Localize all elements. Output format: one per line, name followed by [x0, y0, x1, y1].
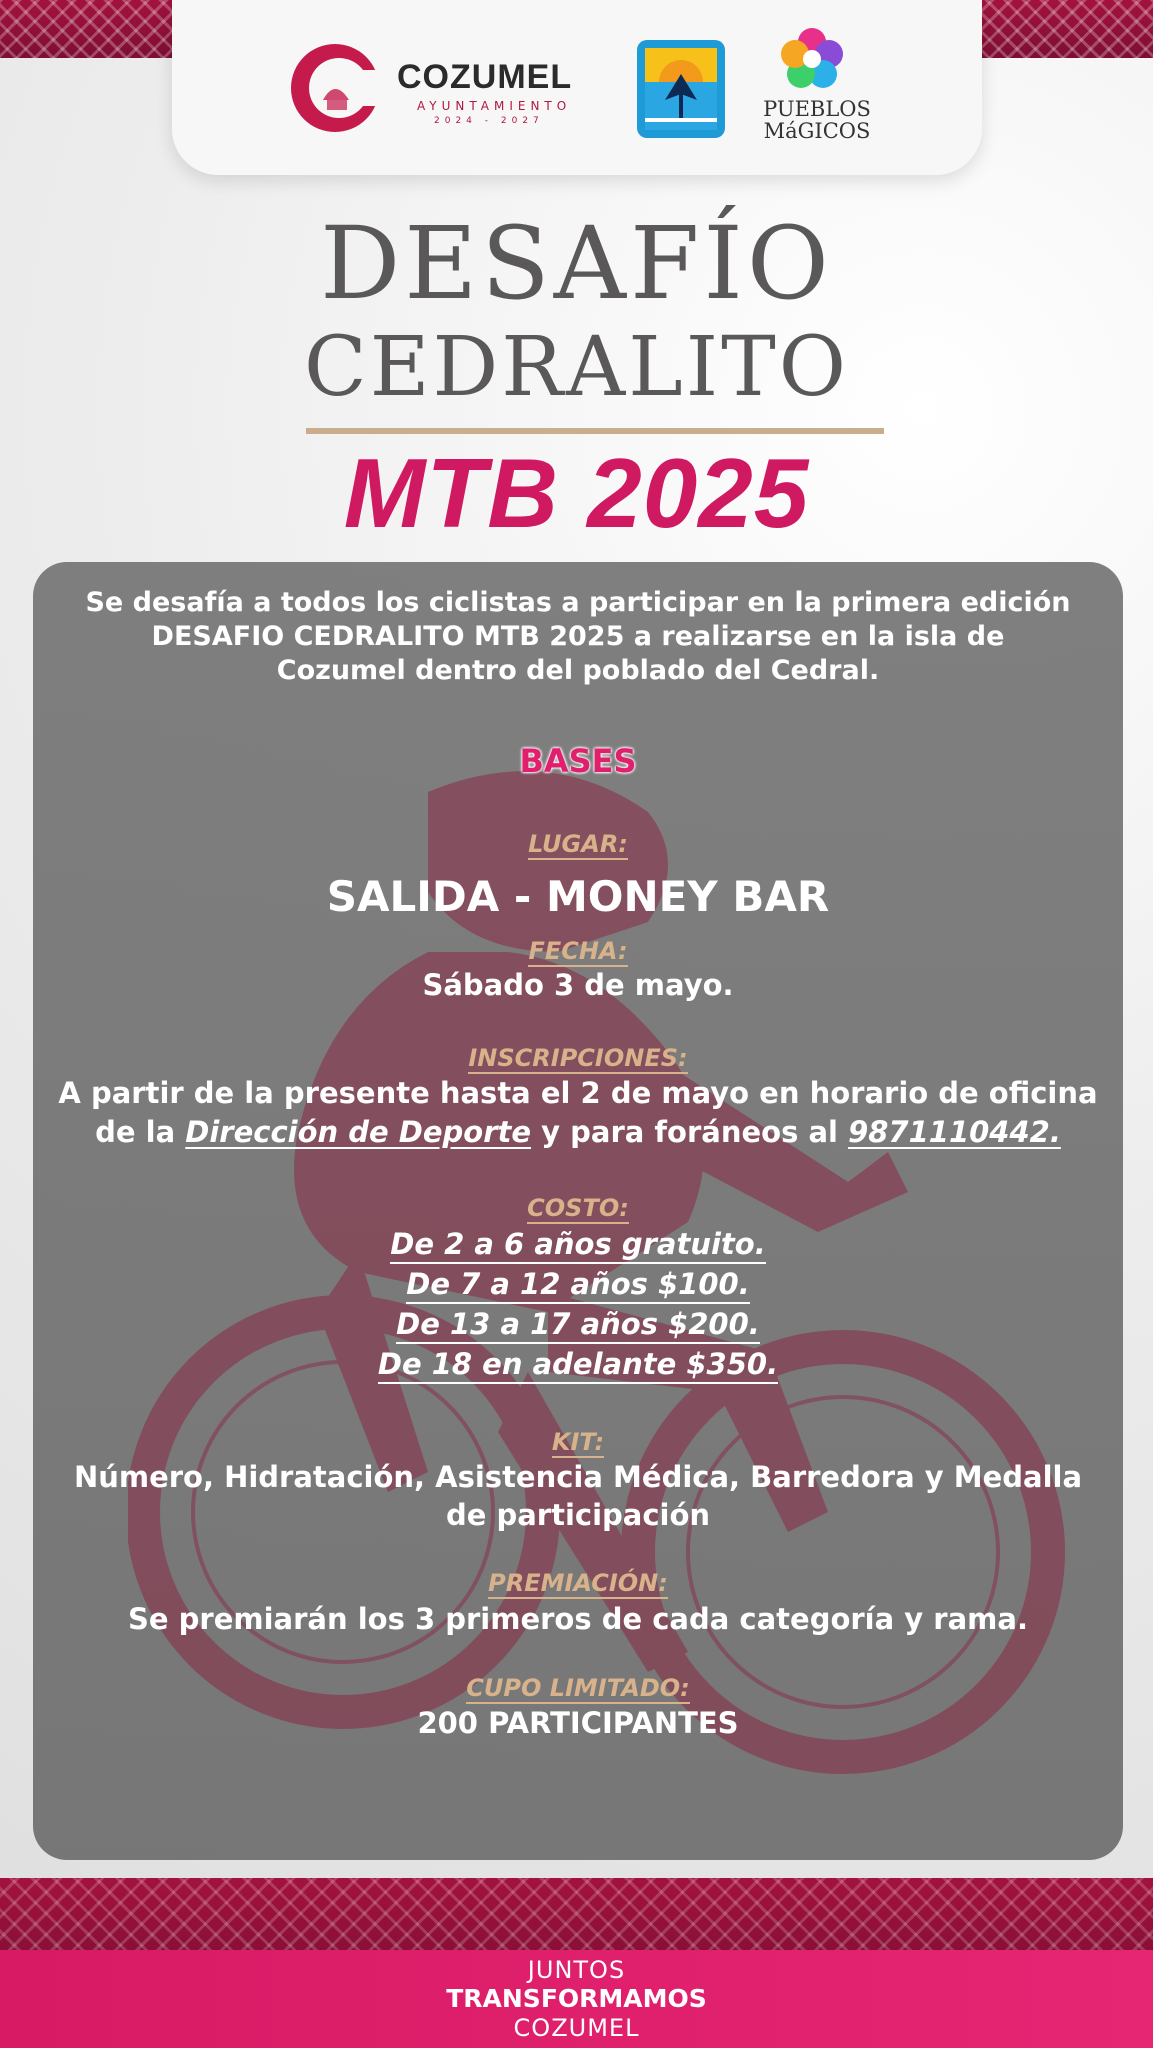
logo-header [172, 0, 982, 175]
premiacion-label-row [33, 1569, 1123, 1599]
costo-item-text: De 18 en adelante $350. [378, 1346, 778, 1384]
inscripciones-line-2-c: y para foráneos al [541, 1115, 838, 1149]
costo-item [33, 1226, 1123, 1264]
costo-item-text: De 2 a 6 años gratuito. [390, 1226, 765, 1264]
costo-item [33, 1346, 1123, 1384]
pueblos-line: PUEBLOS [763, 97, 871, 121]
footer-slogan [0, 1950, 1153, 2048]
premiacion-value: Se premiarán los 3 primeros de cada categoría y rama. [128, 1602, 1028, 1636]
costo-label-row [33, 1194, 1123, 1224]
intro-line-2: DESAFIO CEDRALITO MTB 2025 a realizarse en la isla de [151, 621, 1005, 652]
pueblos-magicos-flower-icon [777, 24, 847, 94]
top-pattern-band-right [973, 0, 1153, 58]
kit-label: KIT: [551, 1428, 605, 1456]
inscripciones-label-row [33, 1044, 1123, 1074]
inscripciones-line-1: A partir de la presente hasta el 2 de mayo en horario de oficina [58, 1076, 1098, 1110]
footer-line-3: COZUMEL [513, 2014, 640, 2042]
fecha-value: Sábado 3 de mayo. [422, 968, 734, 1002]
intro-line-1: Se desafía a todos los ciclistas a participar en la primera edición [85, 587, 1071, 618]
costo-item [33, 1306, 1123, 1344]
pueblos-magicos-text [762, 98, 872, 142]
title-mtb-2025: MTB 2025 [343, 438, 810, 548]
quintana-roo-shield-icon [635, 38, 727, 140]
ayuntamiento-label: AYUNTAMIENTO [417, 99, 572, 113]
costo-label: COSTO: [527, 1194, 629, 1222]
cozumel-logo-icon [287, 40, 383, 136]
lugar-label-row [33, 830, 1123, 860]
phone-number: 9871110442. [848, 1115, 1061, 1149]
inscripciones-label: INSCRIPCIONES: [468, 1044, 688, 1072]
kit-label-row [33, 1428, 1123, 1458]
fecha-label: FECHA: [528, 937, 628, 965]
fecha-label-row [33, 937, 1123, 967]
intro-line-3: Cozumel dentro del poblado del Cedral. [276, 655, 880, 686]
info-panel [33, 562, 1123, 1860]
costo-item-text: De 7 a 12 años $100. [406, 1266, 749, 1304]
footer-line-2: TRANSFORMAMOS [446, 1984, 707, 2013]
kit-line-1: Número, Hidratación, Asistencia Médica, Barredora y Medalla [73, 1460, 1083, 1494]
inscripciones-line-2-a: de la [95, 1115, 176, 1149]
direccion-deporte-link: Dirección de Deporte [185, 1115, 532, 1149]
costo-item-text: De 13 a 17 años $200. [396, 1306, 760, 1344]
cupo-label-row [33, 1674, 1123, 1704]
bases-title: BASES [519, 742, 637, 780]
title-cedralito: CEDRALITO [303, 320, 850, 415]
lugar-label: LUGAR: [528, 830, 628, 858]
cozumel-name: COZUMEL [397, 58, 573, 96]
costo-item [33, 1266, 1123, 1304]
cupo-value: 200 PARTICIPANTES [417, 1706, 739, 1740]
kit-line-2: de participación [445, 1498, 711, 1532]
top-pattern-band-left [0, 0, 180, 58]
cupo-label: CUPO LIMITADO: [466, 1674, 690, 1702]
inscripciones-line-2 [33, 1113, 1123, 1151]
ayuntamiento-years: 2024 - 2027 [434, 116, 544, 126]
title-desafio: DESAFÍO [320, 205, 833, 322]
premiacion-label: PREMIACIÓN: [488, 1569, 668, 1597]
magicos-line: MáGICOS [763, 119, 871, 143]
footer-line-1: JUNTOS [527, 1956, 626, 1984]
lugar-value: SALIDA - MONEY BAR [326, 872, 830, 921]
bottom-pattern-band [0, 1878, 1153, 1950]
title-divider [306, 428, 884, 434]
